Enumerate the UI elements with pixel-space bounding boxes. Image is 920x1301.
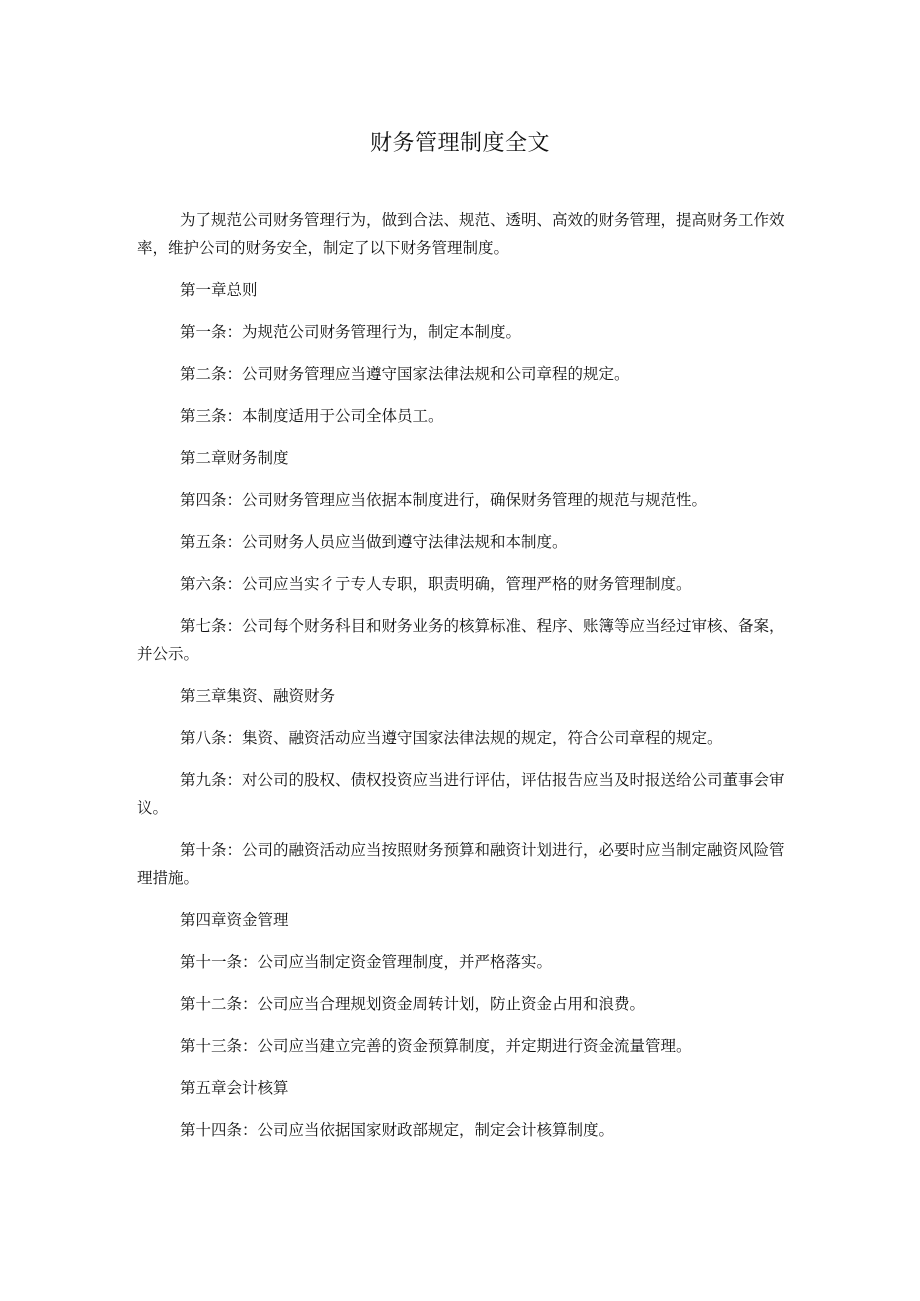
article-paragraph: 第三条：本制度适用于公司全体员工。 bbox=[180, 407, 444, 425]
article-paragraph: 第十三条：公司应当建立完善的资金预算制度，并定期进行资金流量管理。 bbox=[180, 1037, 692, 1055]
chapter-heading: 第一章总则 bbox=[180, 281, 258, 299]
article-paragraph: 第一条：为规范公司财务管理行为，制定本制度。 bbox=[180, 323, 522, 341]
intro-paragraph: 为了规范公司财务管理行为，做到合法、规范、透明、高效的财务管理，提高财务工作效率，维护公司的财务安全，制定了以下财务管理制度。 bbox=[137, 211, 785, 257]
article-paragraph: 第九条：对公司的股权、债权投资应当进行评估，评估报告应当及时报送给公司董事会审议。 bbox=[137, 771, 785, 817]
article-paragraph: 第十二条：公司应当合理规划资金周转计划，防止资金占用和浪费。 bbox=[180, 995, 646, 1013]
article-paragraph: 第五条：公司财务人员应当做到遵守法律法规和本制度。 bbox=[180, 533, 568, 551]
chapter-heading: 第五章会计核算 bbox=[180, 1079, 289, 1097]
chapter-heading: 第二章财务制度 bbox=[180, 449, 289, 467]
article-paragraph: 第二条：公司财务管理应当遵守国家法律法规和公司章程的规定。 bbox=[180, 365, 630, 383]
article-paragraph: 第七条：公司每个财务科目和财务业务的核算标准、程序、账簿等应当经过审核、备案，并公示。 bbox=[137, 617, 785, 663]
article-paragraph: 第十一条：公司应当制定资金管理制度，并严格落实。 bbox=[180, 953, 553, 971]
chapter-heading: 第三章集资、融资财务 bbox=[180, 687, 336, 705]
article-paragraph: 第八条：集资、融资活动应当遵守国家法律法规的规定，符合公司章程的规定。 bbox=[180, 729, 723, 747]
article-paragraph: 第十四条：公司应当依据国家财政部规定，制定会计核算制度。 bbox=[180, 1121, 615, 1139]
document-title: 财务管理制度全文 bbox=[369, 131, 550, 156]
article-paragraph: 第十条：公司的融资活动应当按照财务预算和融资计划进行，必要时应当制定融资风险管理措施。 bbox=[137, 841, 785, 887]
chapter-heading: 第四章资金管理 bbox=[180, 911, 289, 929]
article-paragraph: 第六条：公司应当实彳亍专人专职，职责明确，管理严格的财务管理制度。 bbox=[180, 575, 692, 593]
article-paragraph: 第四条：公司财务管理应当依据本制度进行，确保财务管理的规范与规范性。 bbox=[180, 491, 708, 509]
document-body bbox=[137, 206, 797, 1144]
